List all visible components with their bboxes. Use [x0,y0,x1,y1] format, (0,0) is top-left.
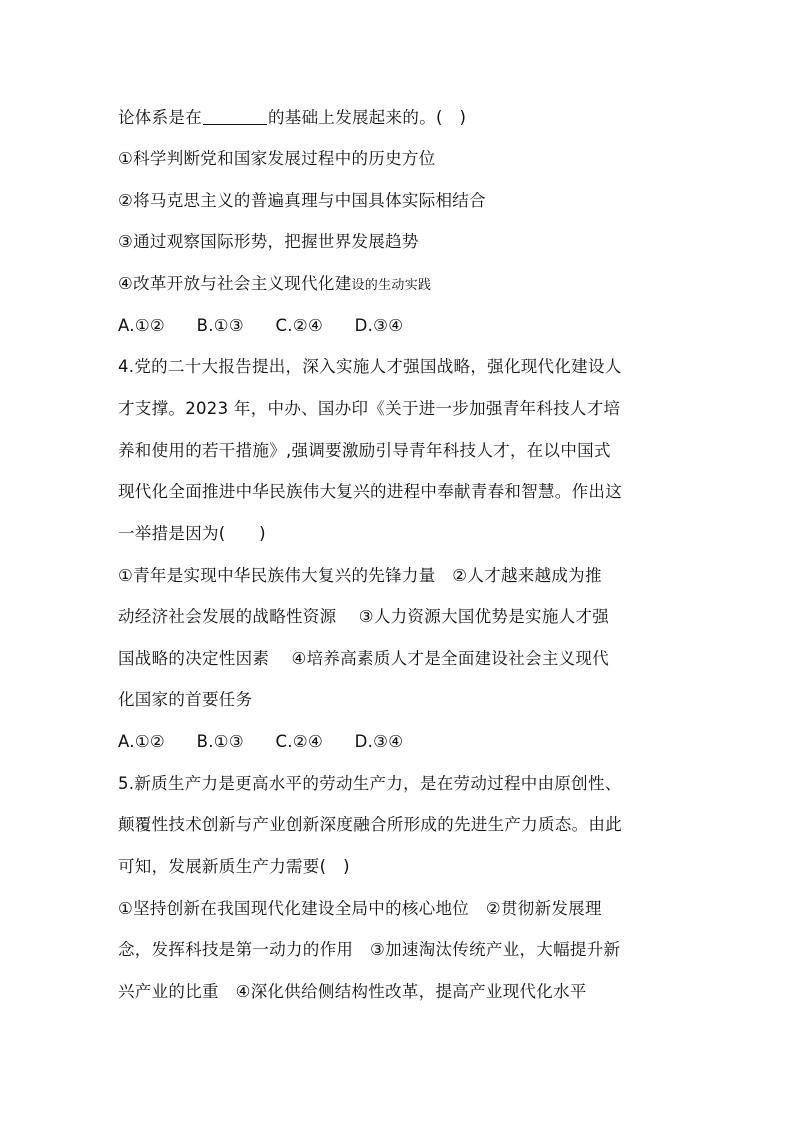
q4-line-1: 4.党的二十大报告提出，深入实施人才强国战略，强化现代化建设人 [118,357,622,376]
q3-answer-blank [203,108,267,125]
q3-item-4-small: 设的生动实践 [351,278,432,293]
q3-item-4-main: ④改革开放与社会主义现代化建 [118,274,352,293]
q5-line-5: 念，发挥科技是第一动力的作用 ③加速淘汰传统产业，大幅提升新 [118,940,621,959]
q3-option-c: C.②④ [275,316,324,335]
q4-line-7: 动经济社会发展的战略性资源 ③人力资源大国优势是实施人才强 [118,607,610,626]
q3-options [118,315,718,337]
q3-item-1: ①科学判断党和国家发展过程中的历史方位 [118,149,436,168]
q4-option-d: D.③④ [354,732,404,751]
q4-line-4: 现代化全面推进中华民族伟大复兴的进程中奉献青春和智慧。作出这 [118,482,622,501]
q3-stem-part2: 的基础上发展起来的。( ) [268,108,467,127]
q4-option-a: A.①② [118,732,166,751]
q3-option-d: D.③④ [354,316,404,335]
q5-line-1: 5.新质生产力是更高水平的劳动生产力，是在劳动过程中由原创性、 [118,774,622,793]
q3-item-4 [118,273,718,297]
q5-line-3: 可知，发展新质生产力需要( ) [118,857,350,876]
q3-item-3: ③通过观察国际形势，把握世界发展趋势 [118,232,419,251]
q3-stem-part1: 论体系是在 [118,108,202,127]
q4-option-c: C.②④ [275,732,324,751]
q4-line-5: 一举措是因为( ) [118,524,266,543]
q4-options [118,731,718,753]
q4-line-9: 化国家的首要任务 [118,690,253,709]
q5-line-6: 兴产业的比重 ④深化供给侧结构性改革，提高产业现代化水平 [118,982,587,1001]
q4-line-2: 才支撑。2023 年，中办、国办印《关于进一步加强青年科技人才培 [118,399,621,418]
q5-line-4: ①坚持创新在我国现代化建设全局中的核心地位 ②贯彻新发展理 [118,899,602,918]
q4-line-3: 养和使用的若干措施》,强调要激励引导青年科技人才，在以中国式 [118,441,611,460]
q3-item-2: ②将马克思主义的普遍真理与中国具体实际相结合 [118,191,486,210]
q3-option-b: B.①③ [196,316,244,335]
q5-line-2: 颠覆性技术创新与产业创新深度融合所形成的先进生产力质态。由此 [118,815,622,834]
q3-option-a: A.①② [118,316,166,335]
q4-line-8: 国战略的决定性因素 ④培养高素质人才是全面建设社会主义现代 [118,649,610,668]
q4-option-b: B.①③ [196,732,244,751]
q4-line-6: ①青年是实现中华民族伟大复兴的先锋力量 ②人才越来越成为推 [118,566,602,585]
q3-stem [118,107,718,129]
